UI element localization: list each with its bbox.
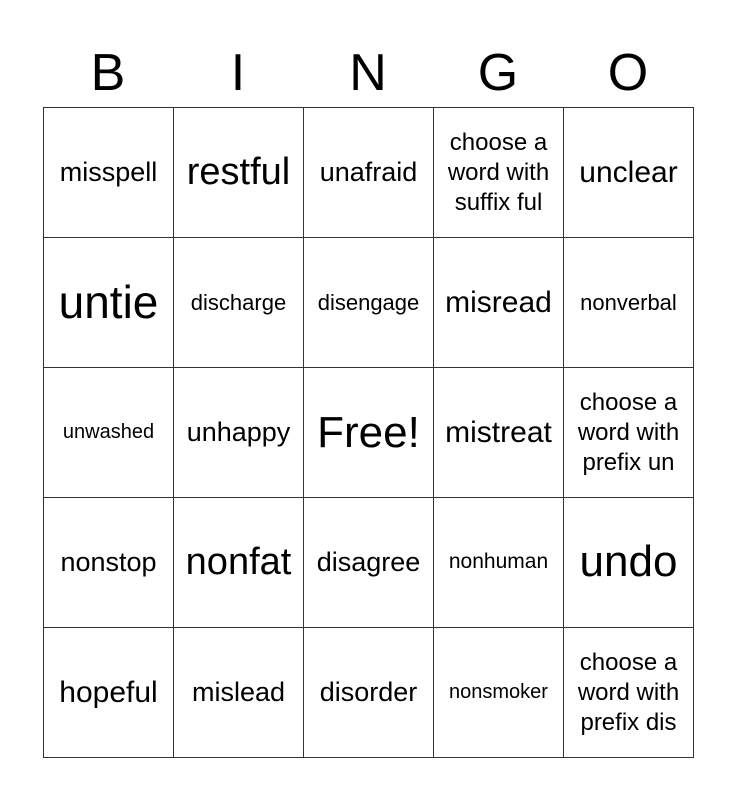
bingo-cell[interactable]: choose a word with prefix un	[563, 367, 694, 498]
header-letter-g: G	[477, 44, 519, 102]
bingo-cell[interactable]: hopeful	[43, 627, 174, 758]
bingo-cell[interactable]: unclear	[563, 107, 694, 238]
header-letter-n: N	[349, 44, 387, 102]
bingo-cell[interactable]: choose a word with prefix dis	[563, 627, 694, 758]
bingo-cell[interactable]: unwashed	[43, 367, 174, 498]
bingo-cell[interactable]: undo	[563, 497, 694, 628]
bingo-cell[interactable]: mislead	[173, 627, 304, 758]
bingo-cell[interactable]: discharge	[173, 237, 304, 368]
bingo-cell[interactable]: unafraid	[303, 107, 434, 238]
bingo-cell[interactable]: disorder	[303, 627, 434, 758]
bingo-cell[interactable]: untie	[43, 237, 174, 368]
bingo-cell[interactable]: nonstop	[43, 497, 174, 628]
bingo-cell[interactable]: mistreat	[433, 367, 564, 498]
bingo-board	[43, 107, 693, 757]
bingo-cell[interactable]: disagree	[303, 497, 434, 628]
bingo-cell[interactable]: disengage	[303, 237, 434, 368]
bingo-cell[interactable]: restful	[173, 107, 304, 238]
free-space[interactable]: Free!	[303, 367, 434, 498]
bingo-cell[interactable]: choose a word with suffix ful	[433, 107, 564, 238]
bingo-cell[interactable]: nonhuman	[433, 497, 564, 628]
header-letter-o: O	[607, 44, 649, 102]
bingo-cell[interactable]: misspell	[43, 107, 174, 238]
bingo-header	[43, 38, 693, 108]
bingo-cell[interactable]: unhappy	[173, 367, 304, 498]
bingo-cell[interactable]: nonverbal	[563, 237, 694, 368]
bingo-cell[interactable]: nonsmoker	[433, 627, 564, 758]
header-letter-b: B	[90, 44, 126, 102]
bingo-cell[interactable]: misread	[433, 237, 564, 368]
bingo-cell[interactable]: nonfat	[173, 497, 304, 628]
header-letter-i: I	[230, 44, 246, 102]
